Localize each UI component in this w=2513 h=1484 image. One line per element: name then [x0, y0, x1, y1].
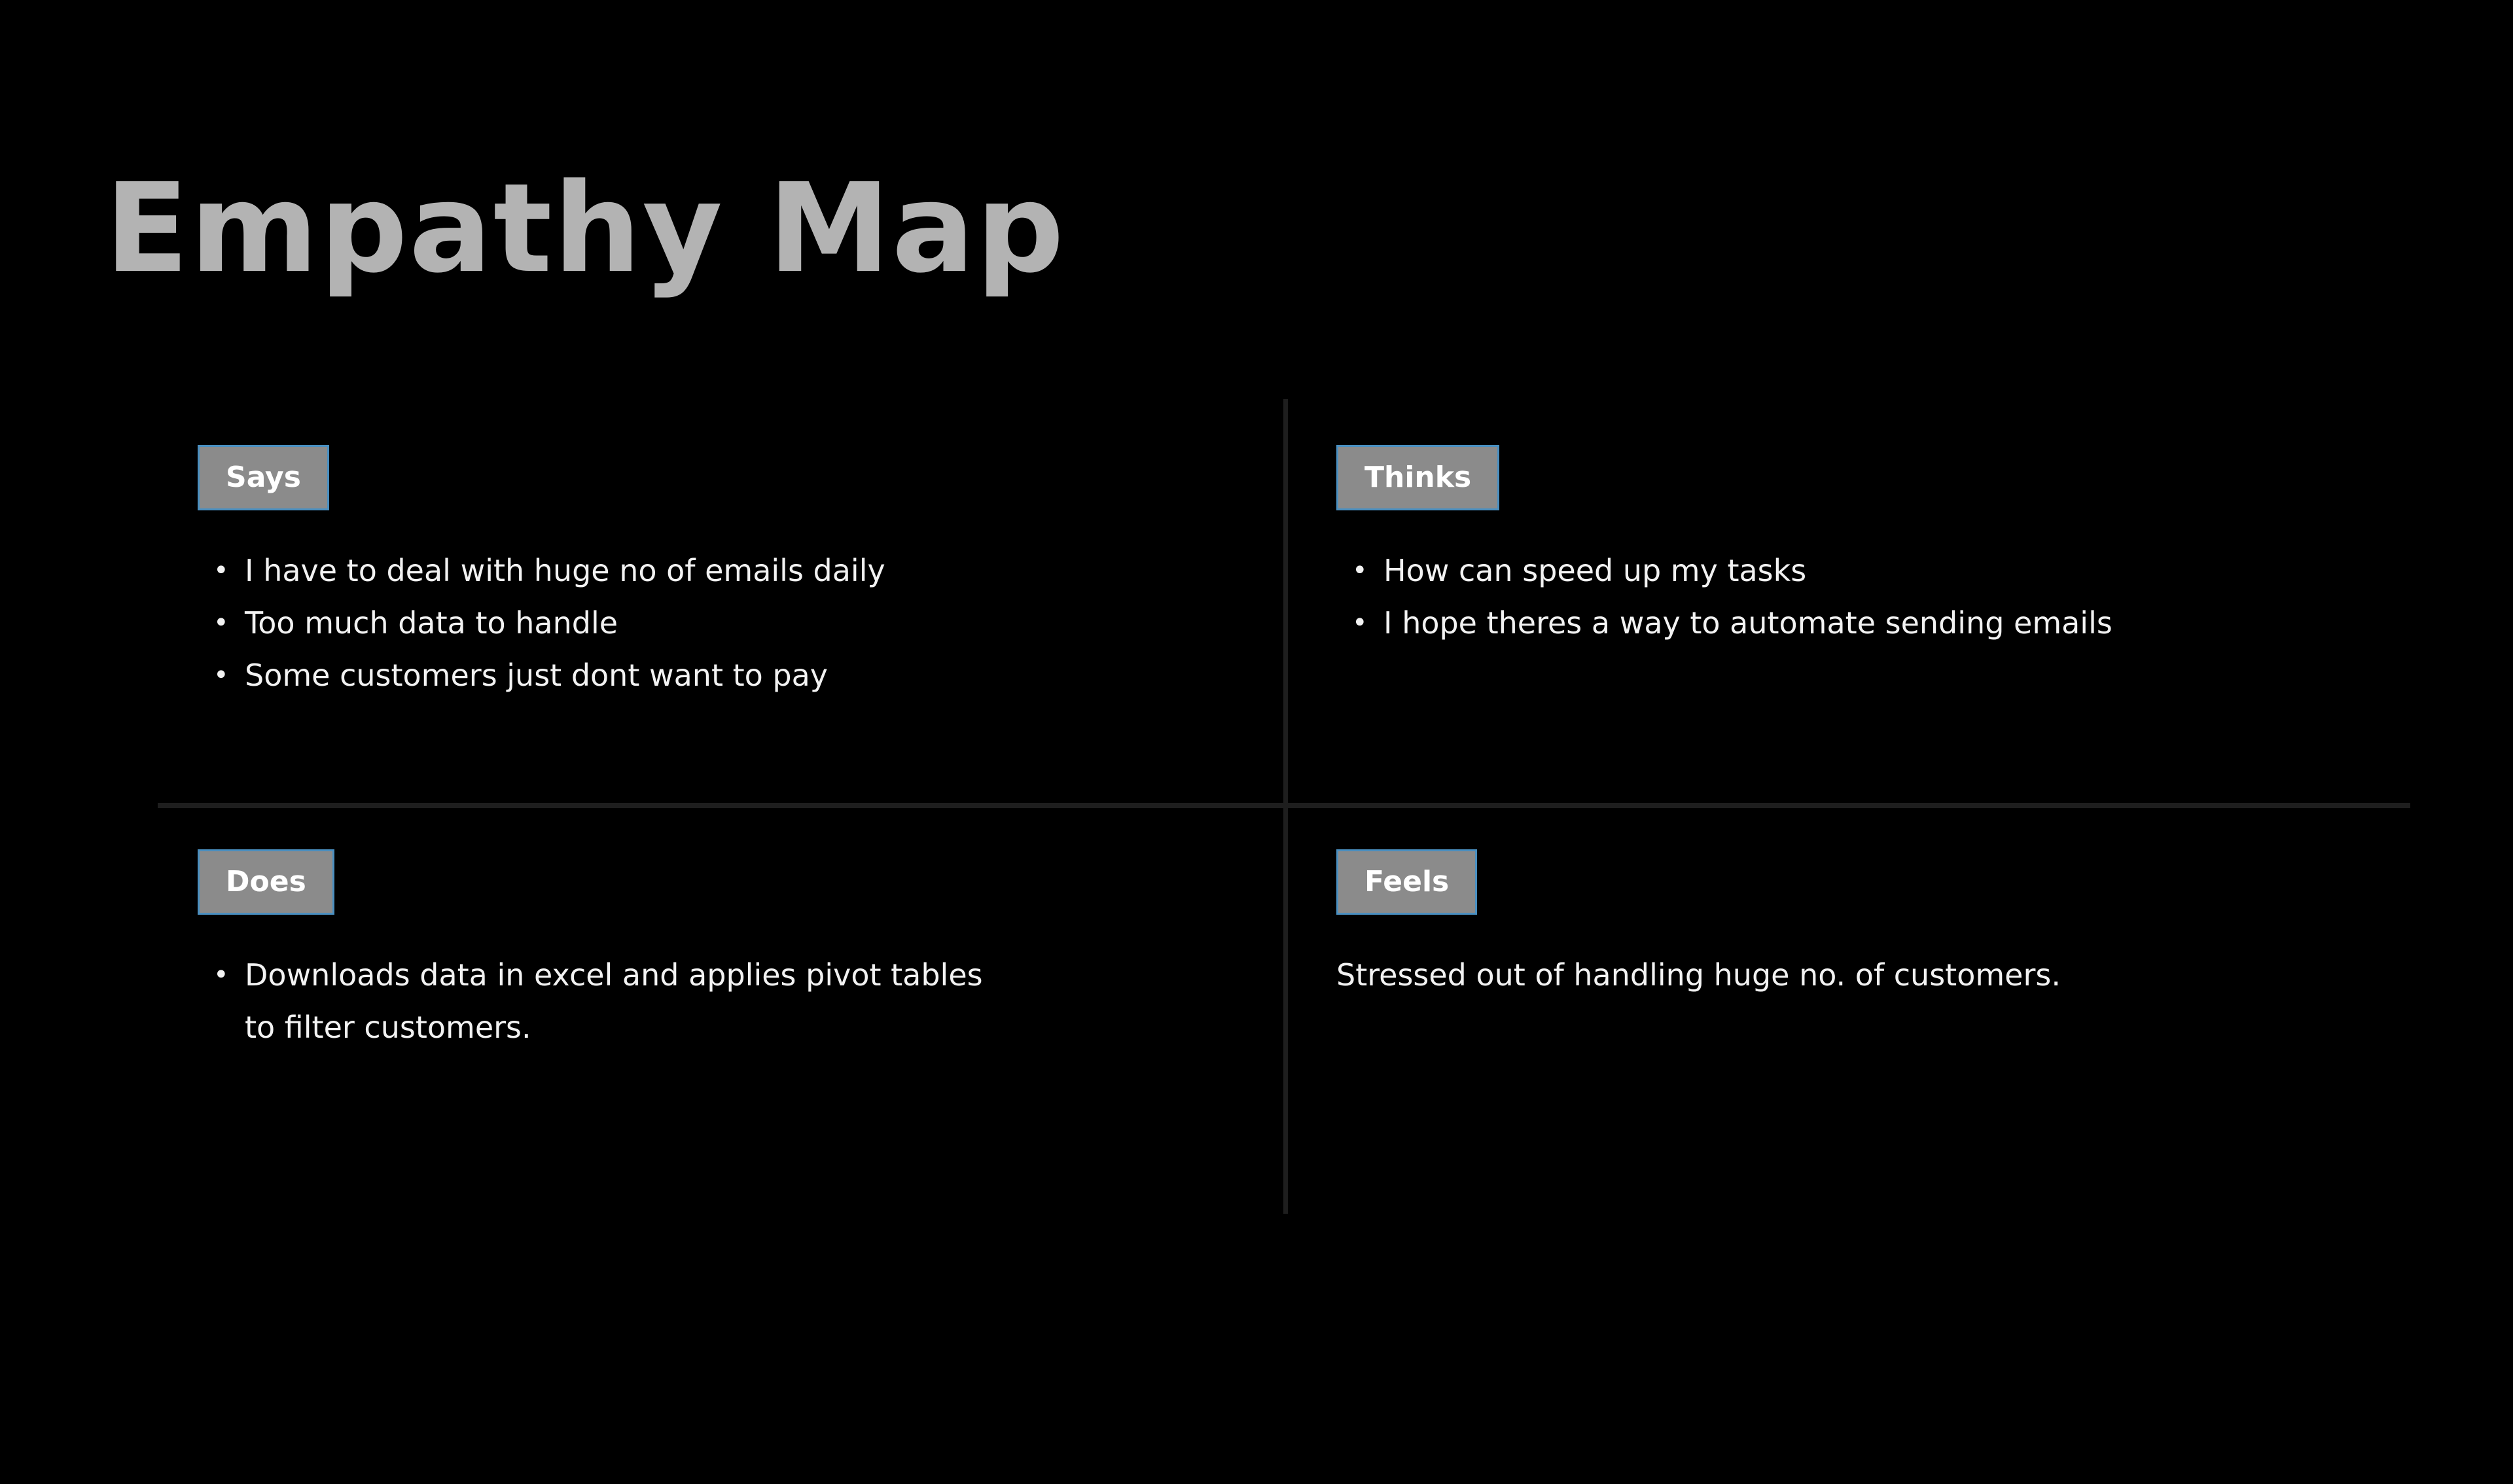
- bullet-icon: •: [213, 556, 229, 586]
- list-item-text-line-2: to filter customers.: [245, 1010, 531, 1045]
- list-item: [198, 597, 1245, 649]
- feels-quadrant: [1336, 849, 2383, 1001]
- list-item-text: How can speed up my tasks: [1383, 553, 1807, 588]
- bullet-icon: •: [213, 608, 229, 638]
- list-item-text: I hope theres a way to automate sending emails: [1383, 605, 2112, 641]
- list-item: [1336, 597, 2383, 649]
- bullet-icon: •: [1352, 608, 1368, 638]
- list-item: [198, 649, 1245, 701]
- list-item-text: Some customers just dont want to pay: [245, 658, 829, 693]
- list-item: [198, 544, 1245, 597]
- list-item-text-line-1: Downloads data in excel and applies pivot tables: [245, 957, 983, 993]
- list-item: [1336, 544, 2383, 597]
- bullet-icon: •: [213, 660, 229, 690]
- says-label: Says: [198, 445, 329, 510]
- list-item-text: Too much data to handle: [245, 605, 618, 641]
- page-title: Empathy Map: [105, 157, 1065, 300]
- horizontal-divider: [158, 803, 2410, 808]
- says-list: [198, 544, 1245, 701]
- thinks-label: Thinks: [1336, 445, 1499, 510]
- feels-label: Feels: [1336, 849, 1477, 915]
- list-item: [198, 949, 1245, 1053]
- does-list: [198, 949, 1245, 1053]
- does-quadrant: [198, 849, 1245, 1053]
- list-item-text: I have to deal with huge no of emails daily: [245, 553, 885, 588]
- bullet-icon: •: [1352, 556, 1368, 586]
- says-quadrant: [198, 445, 1245, 701]
- feels-text: Stressed out of handling huge no. of customers.: [1336, 957, 2061, 993]
- bullet-icon: •: [213, 960, 229, 990]
- does-label: Does: [198, 849, 334, 915]
- thinks-quadrant: [1336, 445, 2383, 649]
- thinks-list: [1336, 544, 2383, 649]
